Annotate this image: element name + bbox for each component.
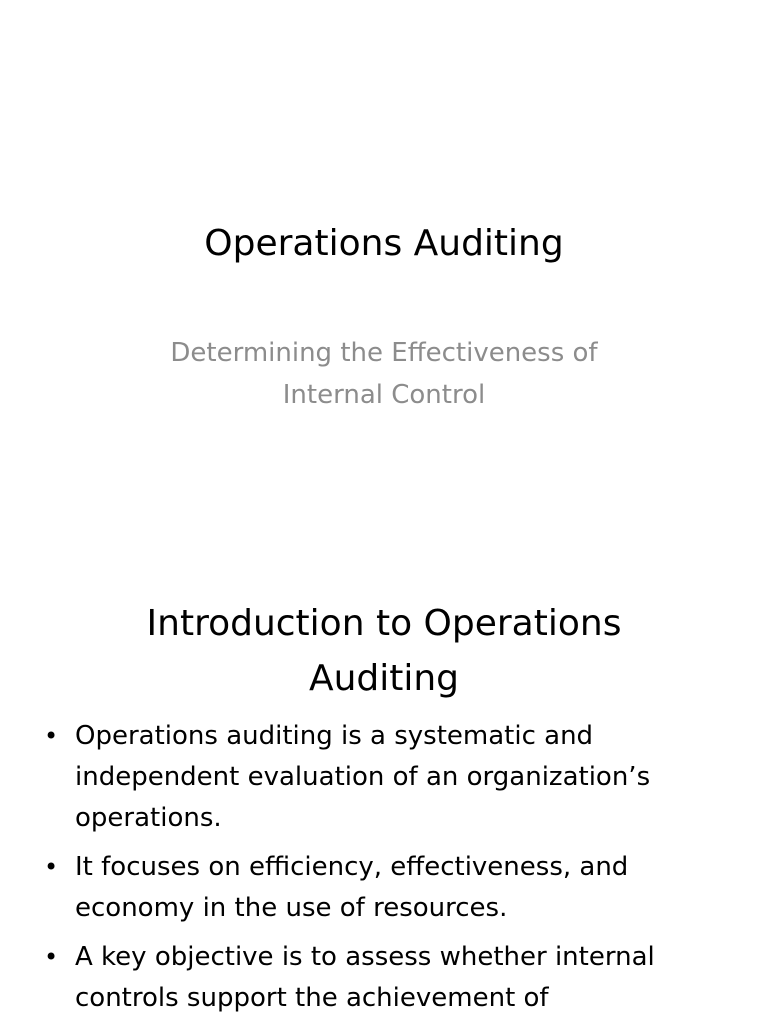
slide-heading: Introduction to Operations Auditing [146, 603, 622, 699]
bullet-list [40, 716, 700, 1024]
slide-subtitle: Determining the Effectiveness of Internal Control [170, 338, 598, 410]
slide-title: Operations Auditing [204, 223, 564, 264]
bullet-text: A key objective is to assess whether internal controls support the achievement of [75, 942, 655, 1013]
bullet-text: Operations auditing is a systematic and independent evaluation of an organization’s operations. [75, 721, 651, 833]
bullet-icon: • [44, 722, 59, 750]
content-slide [0, 576, 768, 1024]
bullet-text: It focuses on efficiency, effectiveness, and economy in the use of resources. [75, 852, 629, 923]
bullet-icon: • [44, 943, 59, 971]
bullet-item [40, 937, 700, 1019]
bullet-icon: • [44, 853, 59, 881]
bullet-item [40, 847, 700, 929]
bullet-item [40, 716, 700, 839]
